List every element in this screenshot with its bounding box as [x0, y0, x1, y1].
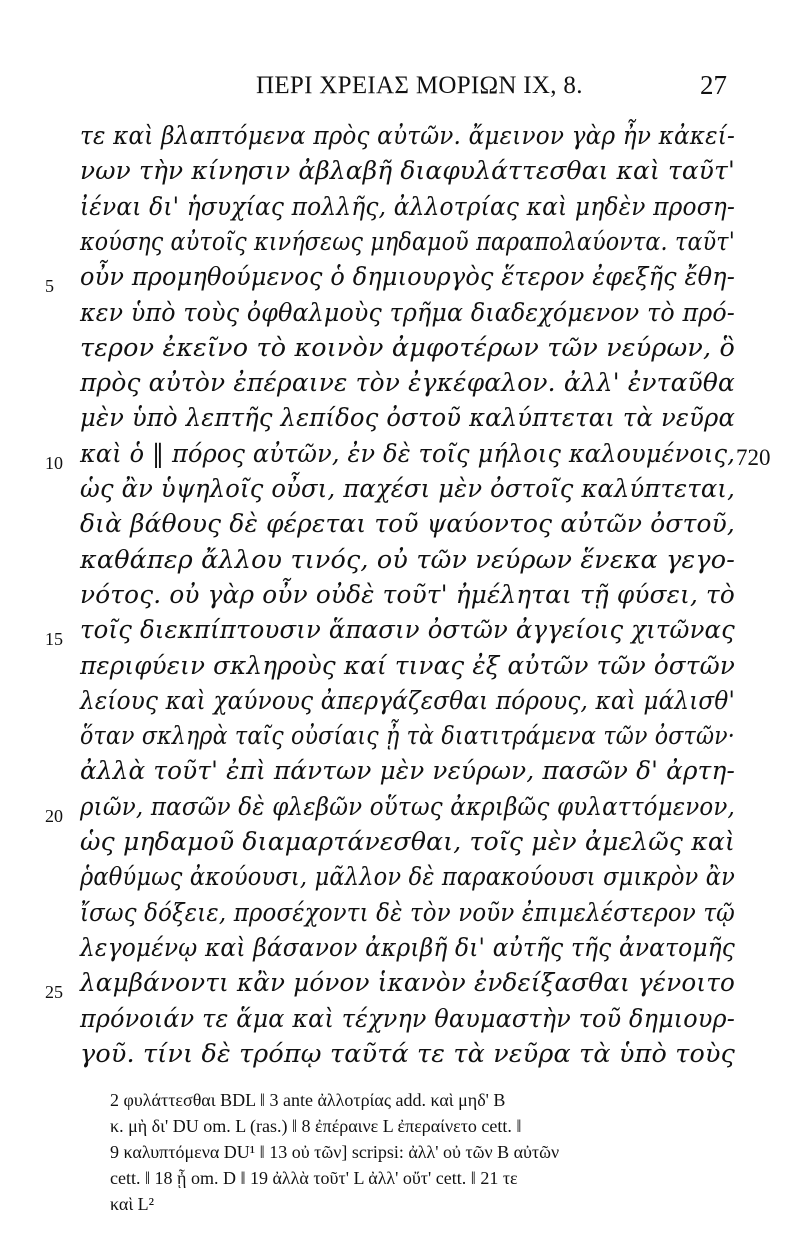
line-text: ἀλλὰ τοῦτ' ἐπὶ πάντων μὲν νεύρων, πασῶν δ' ἀρτη- — [80, 756, 735, 787]
line-text: ἰέναι δι' ἡσυχίας πολλῆς, ἀλλοτρίας καὶ μηδὲν προση- — [80, 191, 735, 222]
line-text: λείους καὶ χαύνους ἀπεργάζεσθαι πόρους, καὶ μάλισθ' — [80, 685, 735, 716]
line-text: ὡς μηδαμοῦ διαμαρτάνεσθαι, τοῖς μὲν ἀμελῶς καὶ — [80, 827, 735, 857]
line-number: 15 — [45, 629, 63, 650]
line-number: 10 — [45, 452, 63, 473]
line-text: καθάπερ ἄλλου τινός, οὐ τῶν νεύρων ἕνεκα γεγο- — [80, 544, 735, 575]
line-text: διὰ βάθους δὲ φέρεται τοῦ ψαύοντος αὐτῶν ὀστοῦ, — [80, 509, 735, 540]
line-text: καὶ ὁ ‖ πόρος αὐτῶν, ἐν δὲ τοῖς μήλοις καλουμένοις, — [80, 438, 735, 469]
line-text: κούσης αὐτοῖς κινήσεως μηδαμοῦ παραπολαύοντα. ταῦτ' — [80, 226, 735, 257]
apparatus-line: 9 καλυπτόμενα DU¹ ‖ 13 οὐ τῶν] scripsi: ἀλλ' οὐ τῶν B αὐτῶν — [110, 1142, 560, 1162]
line-text: ὅταν σκληρὰ ταῖς οὐσίαις ᾖ τὰ διατιτράμενα τῶν ὀστῶν· — [80, 721, 735, 752]
line-text: λεγομένῳ καὶ βάσανον ἀκριβῆ δι' αὐτῆς τῆς ἀνατομῆς — [80, 932, 735, 963]
running-title: ΠΕΡΙ ΧΡΕΙΑΣ ΜΟΡΙΩΝ IX, 8. — [256, 72, 583, 99]
text-line — [0, 1039, 800, 1082]
line-text: ριῶν, πασῶν δὲ φλεβῶν οὕτως ἀκριβῶς φυλαττόμενον, — [80, 791, 735, 822]
line-text: γοῦ. τίνι δὲ τρόπῳ ταῦτά τε τὰ νεῦρα τὰ ὑπὸ τοὺς — [80, 1038, 735, 1069]
line-text: τερον ἐκεῖνο τὸ κοινὸν ἀμφοτέρων τῶν νεύρων, ὃ — [80, 332, 735, 363]
line-text: ῥαθύμως ἀκούουσι, μᾶλλον δὲ παρακούουσι σμικρὸν ἂν — [80, 862, 735, 893]
line-number: 20 — [45, 805, 63, 826]
line-number: 25 — [45, 982, 63, 1003]
line-text: τε καὶ βλαπτόμενα πρὸς αὐτῶν. ἄμεινον γὰρ ἦν κἀκεί- — [80, 121, 735, 151]
line-text: περιφύειν σκληροὺς καί τινας ἐξ αὐτῶν τῶν ὀστῶν — [80, 650, 735, 681]
page-header — [0, 66, 800, 106]
line-text: κεν ὑπὸ τοὺς ὀφθαλμοὺς τρῆμα διαδεχόμενον τὸ πρό- — [80, 297, 735, 328]
line-text: οὖν προμηθούμενος ὁ δημιουργὸς ἕτερον ἐφεξῆς ἔθη- — [80, 262, 735, 293]
line-text: νων τὴν κίνησιν ἀβλαβῆ διαφυλάττεσθαι καὶ ταῦτ' — [80, 156, 735, 187]
line-number: 5 — [45, 276, 54, 297]
line-text: τοῖς διεκπίπτουσιν ἅπασιν ὀστῶν ἀγγείοις χιτῶνας — [80, 615, 735, 646]
line-text: πρόνοιάν τε ἅμα καὶ τέχνην θαυμαστὴν τοῦ δημιουρ- — [80, 1003, 735, 1034]
apparatus-line: καὶ L² — [110, 1194, 155, 1214]
margin-page-reference: 720 — [736, 444, 771, 470]
apparatus-line: cett. ‖ 18 ᾖ om. D ‖ 19 ἀλλὰ τοῦτ' L ἀλλ' οὔτ' cett. ‖ 21 τε — [110, 1168, 518, 1188]
apparatus-line: 2 φυλάττεσθαι BDL ‖ 3 ante ἀλλοτρίας add. καὶ μηδ' B — [110, 1090, 506, 1110]
line-text: μὲν ὑπὸ λεπτῆς λεπίδος ὀστοῦ καλύπτεται τὰ νεῦρα — [80, 403, 735, 434]
line-text: ἴσως δόξειε, προσέχοντι δὲ τὸν νοῦν ἐπιμελέστερον τῷ — [80, 897, 735, 928]
line-text: λαμβάνοντι κἂν μόνον ἱκανὸν ἐνδείξασθαι γένοιτο — [80, 968, 735, 999]
line-text: πρὸς αὐτὸν ἐπέραινε τὸν ἐγκέφαλον. ἀλλ' ἐνταῦθα — [80, 368, 735, 399]
apparatus-line: κ. μὴ δι' DU om. L (ras.) ‖ 8 ἐπέραινε L ἐπεραίνετο cett. ‖ — [110, 1116, 522, 1136]
line-text: νότος. οὐ γὰρ οὖν οὐδὲ τοῦτ' ἠμέληται τῇ φύσει, τὸ — [80, 579, 735, 610]
line-text: ὡς ἂν ὑψηλοῖς οὖσι, παχέσι μὲν ὀστοῖς καλύπτεται, — [80, 474, 735, 504]
page-number: 27 — [700, 70, 727, 100]
